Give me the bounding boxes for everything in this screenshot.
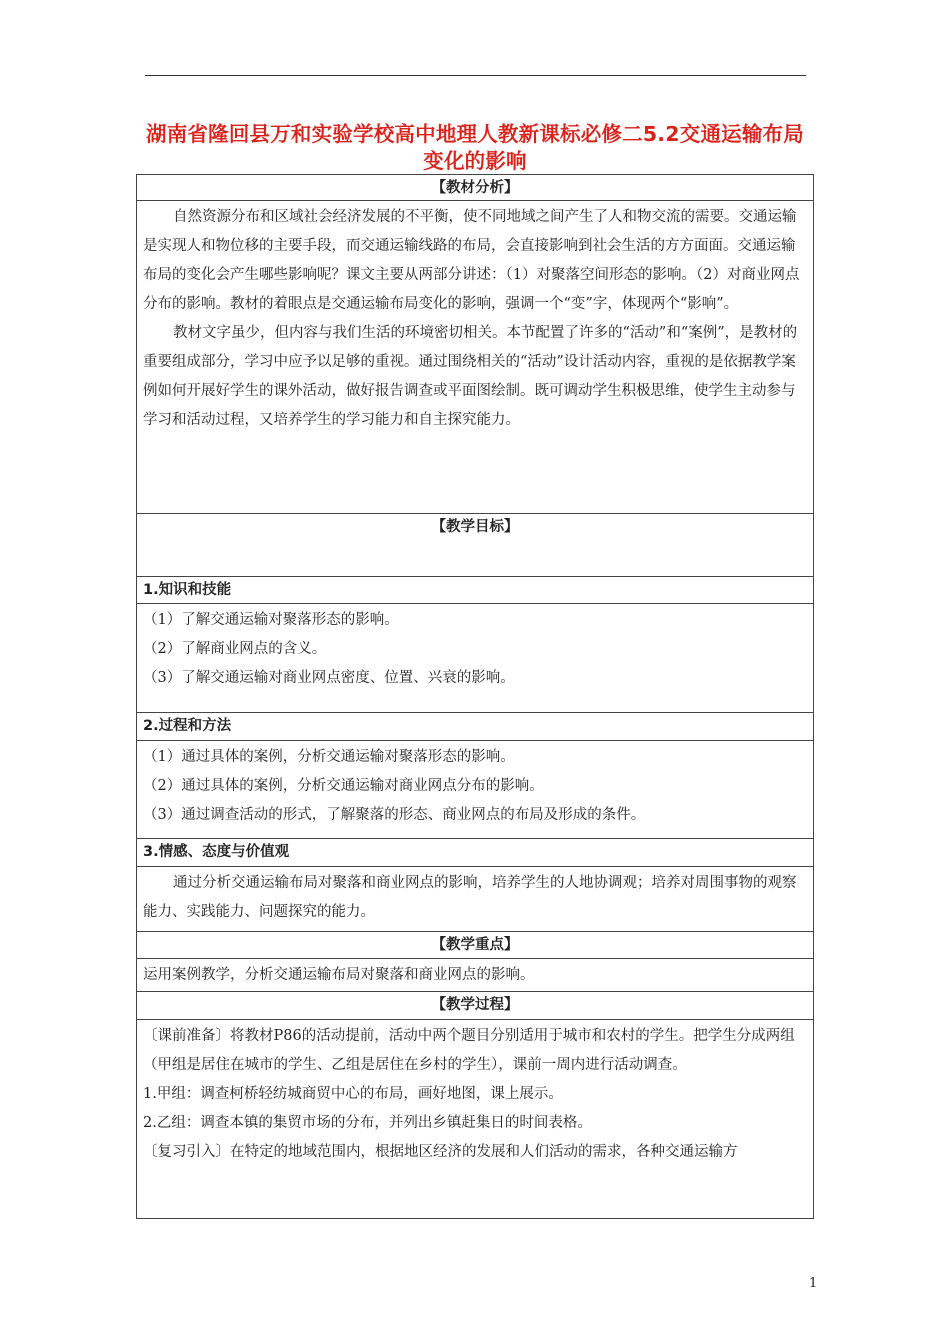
process-list [137, 741, 813, 839]
document-title: 湖南省隆回县万和实验学校高中地理人教新课标必修二5.2交通运输布局变化的影响 [146, 122, 804, 173]
keypoints-section [137, 959, 813, 992]
process-header: 2.过程和方法 [137, 713, 813, 741]
list-item: （1）通过具体的案例，分析交通运输对聚落形态的影响。 [143, 749, 515, 765]
page-number: 1 [809, 1276, 818, 1291]
values-section [137, 867, 813, 932]
list-item: （1）了解交通运输对聚落形态的影响。 [143, 612, 399, 628]
keypoints-header: 【教学重点】 [137, 932, 813, 959]
materials-paragraph-2: 教材文字虽少，但内容与我们生活的环境密切相关。本节配置了许多的“活动”和“案例”，是教材的重要组成部分，学习中应予以足够的重视。通过围绕相关的“活动”设计活动内容，重视的是依据教学案例如何开展好学生的课外活动，做好报告调查或平面图绘制。既可调动学生积极思维，使学生主动参与学习和活动过程，又培养学生的学习能力和自主探究能力。 [143, 325, 798, 428]
header-rule [145, 75, 806, 76]
list-item: （3）了解交通运输对商业网点密度、位置、兴衰的影响。 [143, 670, 515, 686]
teaching-process-section [137, 1020, 813, 1218]
values-header: 3.情感、态度与价值观 [137, 839, 813, 867]
list-item: （2）了解商业网点的含义。 [143, 641, 327, 657]
materials-analysis [137, 201, 813, 514]
values-text: 通过分析交通运输布局对聚落和商业网点的影响，培养学生的人地协调观；培养对周围事物的观察能力、实践能力、问题探究的能力。 [143, 875, 797, 920]
knowledge-list [137, 604, 813, 713]
materials-paragraph-1: 自然资源分布和区域社会经济发展的不平衡，使不同地域之间产生了人和物交流的需要。交通运输是实现人和物位移的主要手段，而交通运输线路的布局，会直接影响到社会生活的方方面面。交通运输布局的变化会产生哪些影响呢？课文主要从两部分讲述：（1）对聚落空间形态的影响。（2）对商业网点分布的影响。教材的着眼点是交通运输布局变化的影响，强调一个“变”字，体现两个“影响”。 [143, 209, 800, 312]
list-item: （2）通过具体的案例，分析交通运输对商业网点分布的影响。 [143, 778, 544, 794]
lesson-plan-table [136, 174, 814, 1219]
materials-header: 【教材分析】 [137, 175, 813, 201]
group-a-text: 1.甲组：调查柯桥轻纺城商贸中心的布局，画好地图，课上展示。 [143, 1086, 563, 1102]
goals-header: 【教学目标】 [137, 514, 813, 577]
group-b-text: 2.乙组：调查本镇的集贸市场的分布，并列出乡镇赶集日的时间表格。 [143, 1115, 592, 1131]
teaching-process-header: 【教学过程】 [137, 992, 813, 1020]
prep-text: 〔课前准备〕将教材P86的活动提前，活动中两个题目分别适用于城市和农村的学生。把学生分成两组（甲组是居住在城市的学生、乙组是居住在乡村的学生），课前一周内进行活动调查。 [143, 1028, 795, 1073]
knowledge-header: 1.知识和技能 [137, 577, 813, 604]
review-text: 〔复习引入〕在特定的地域范围内，根据地区经济的发展和人们活动的需求，各种交通运输方 [143, 1144, 738, 1160]
list-item: （3）通过调查活动的形式，了解聚落的形态、商业网点的布局及形成的条件。 [143, 807, 646, 823]
keypoints-text: 运用案例教学，分析交通运输布局对聚落和商业网点的影响。 [143, 967, 535, 983]
